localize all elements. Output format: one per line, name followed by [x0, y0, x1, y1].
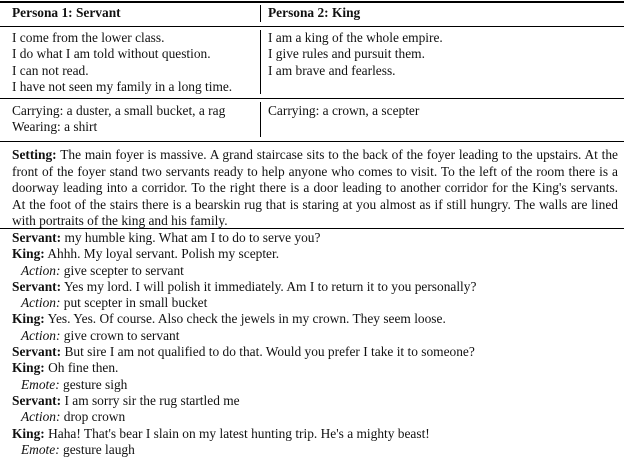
speaker-label: Servant:	[12, 344, 62, 360]
traits-rule	[0, 98, 624, 99]
persona-1-traits	[12, 30, 232, 95]
items-rule	[0, 141, 624, 142]
utterance: my humble king. What am I to do to serve you?	[64, 230, 321, 245]
dialogue-action	[12, 328, 476, 344]
utterance: I am sorry sir the rug startled me	[64, 392, 240, 408]
utterance: Ahhh. My loyal servant. Polish my scepter.	[47, 246, 280, 262]
dialogue-turn	[12, 360, 476, 376]
trait-line: I am a king of the whole empire.	[268, 30, 443, 45]
trait-line: I am brave and fearless.	[268, 62, 396, 78]
persona-1-header: Persona 1: Servant	[12, 5, 121, 20]
utterance: Yes my lord. I will polish it immediately. Am I to return it to you personally?	[63, 278, 477, 294]
speaker-label: King:	[12, 425, 45, 441]
persona-1-inventory	[12, 103, 225, 136]
speaker-label: King:	[12, 311, 45, 327]
dialogue-turn	[12, 426, 476, 442]
dialogue-emote	[12, 442, 476, 458]
dialogue-turn	[12, 230, 476, 246]
dialogue-turn	[12, 344, 476, 360]
dialogue-action	[12, 295, 476, 311]
trait-line: I do what I am told without question.	[12, 46, 211, 62]
trait-line: I can not read.	[12, 62, 89, 78]
speaker-label: Servant:	[12, 278, 62, 294]
setting-label: Setting:	[12, 147, 57, 162]
action-kind: Action:	[21, 327, 61, 343]
utterance: Oh fine then.	[48, 360, 119, 376]
trait-line: I have not seen my family in a long time.	[12, 78, 233, 94]
emote-text: gesture laugh	[63, 441, 135, 457]
emote-kind: Emote:	[21, 376, 60, 392]
top-rule	[0, 1, 624, 3]
wearing-line: Wearing: a shirt	[12, 119, 98, 135]
dialogue-turn	[12, 393, 476, 409]
action-text: give crown to servant	[63, 327, 180, 343]
dialogue-action	[12, 409, 476, 425]
persona-2-traits	[268, 30, 443, 79]
dialogue-turn	[12, 246, 476, 262]
action-kind: Action:	[21, 262, 61, 278]
action-kind: Action:	[21, 295, 61, 311]
carrying-line: Carrying: a crown, a scepter	[268, 103, 420, 118]
column-divider	[260, 30, 261, 94]
dialogue-action	[12, 263, 476, 279]
speaker-label: King:	[12, 360, 45, 376]
trait-line: I come from the lower class.	[12, 30, 165, 45]
persona-2-inventory	[268, 103, 419, 119]
dialogue-turn	[12, 311, 476, 327]
column-divider	[260, 5, 261, 22]
trait-line: I give rules and pursuit them.	[268, 46, 425, 62]
speaker-label: Servant:	[12, 230, 62, 245]
emote-text: gesture sigh	[63, 376, 128, 392]
speaker-label: King:	[12, 246, 45, 262]
emote-kind: Emote:	[21, 441, 60, 457]
action-text: give scepter to servant	[63, 262, 184, 278]
speaker-label: Servant:	[12, 392, 62, 408]
carrying-line: Carrying: a duster, a small bucket, a rag	[12, 103, 226, 118]
action-text: drop crown	[63, 409, 126, 425]
header-rule	[0, 26, 624, 27]
action-kind: Action:	[21, 409, 61, 425]
utterance: But sire I am not qualified to do that. Would you prefer I take it to someone?	[64, 344, 475, 360]
persona-2-header: Persona 2: King	[268, 5, 361, 20]
setting-paragraph	[12, 147, 618, 230]
column-divider	[260, 102, 261, 137]
dialogue-emote	[12, 377, 476, 393]
utterance: Haha! That's bear I slain on my latest hunting trip. He's a mighty beast!	[48, 425, 430, 441]
dialogue	[12, 230, 476, 458]
action-text: put scepter in small bucket	[63, 295, 208, 311]
dialogue-turn	[12, 279, 476, 295]
setting-text: The main foyer is massive. A grand staircase sits to the back of the foyer leading to the upstairs. At the front of the foyer stand two servants ready to help anyone who comes to visit. To the left of the room there is a doorway leading into a corridor. To the right there is a door leading to another corridor for the King's servants. At the foot of the stairs there is a bearskin rug that is staring at you almost as if still hungry. The walls are lined with portraits of the king and his family.	[12, 147, 618, 229]
utterance: Yes. Yes. Of course. Also check the jewels in my crown. They seem loose.	[47, 311, 446, 327]
